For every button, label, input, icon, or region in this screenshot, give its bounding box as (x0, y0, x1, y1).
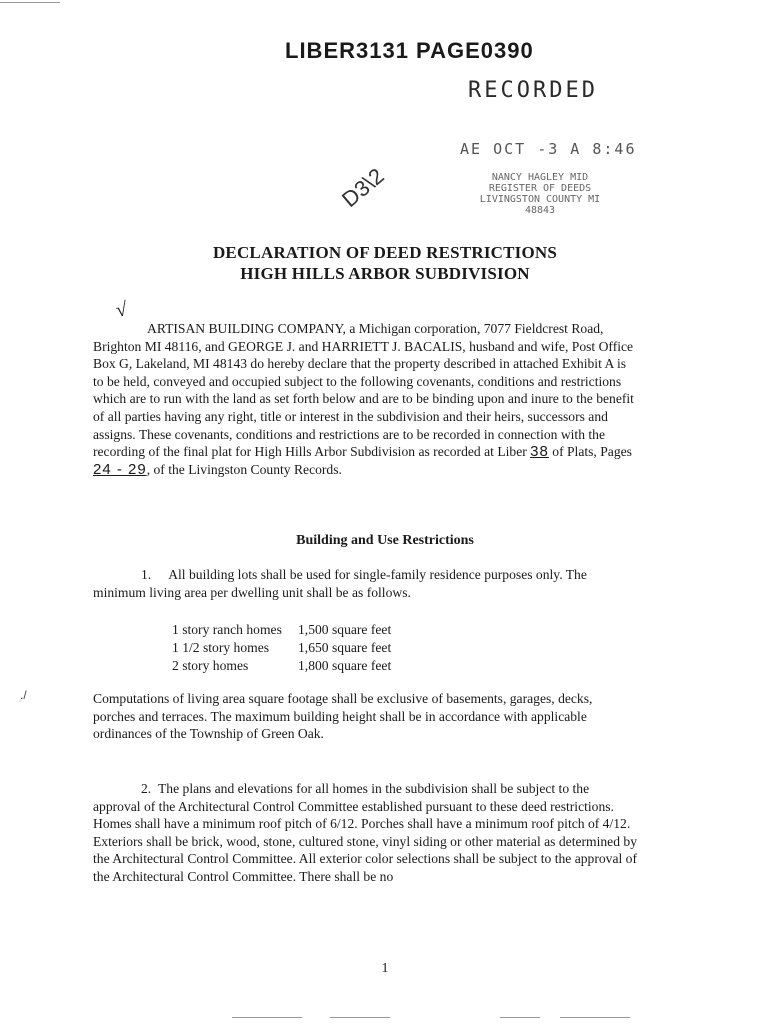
minimum-area: 1,500 square feet (298, 622, 392, 637)
home-type: 1 story ranch homes (172, 622, 282, 637)
handwritten-mark: D3\2 (337, 163, 389, 213)
scan-artifact-line (0, 2, 60, 3)
page-number: 1 (381, 961, 389, 976)
recorded-date-stamp: AE OCT -3 A 8:46 (460, 140, 637, 158)
section-heading: Building and Use Restrictions (296, 533, 474, 548)
living-area-table (172, 621, 391, 675)
item-text: The plans and elevations for all homes in the subdivision shall be subject to the approval of the Architectural Control Committee established pursuant to these deed restrictions. Homes shall have a minimum roof pitch of 6/12. Porches shall have a minimum roof pitch of 4/12. Exteriors shall be brick, wood, stone, cultured stone, vinyl siding or other material as determined by the Architectural Control Committee. All exterior color selections shall be subject to the approval of the Architectural Control Committee. There shall be no (93, 781, 637, 884)
scan-artifact-line (330, 1017, 390, 1018)
computation-paragraph: Computations of living area square footage shall be exclusive of basements, garages, decks, porches and terraces. The maximum building height shall be in accordance with applicable ordinances of the Township of Green Oak. (93, 691, 593, 742)
document-title: DECLARATION OF DEED RESTRICTIONS (212, 243, 558, 262)
item-number: 2. (141, 781, 152, 796)
table-row (172, 657, 391, 675)
table-row (172, 621, 391, 639)
restriction-item-1 (93, 566, 638, 601)
liber-number: 38 (530, 443, 549, 461)
intro-text-end: , of the Livingston County Records. (146, 461, 342, 477)
scan-artifact-line (560, 1017, 630, 1018)
intro-text-mid: of Plats, Pages (552, 444, 632, 460)
plat-pages: 24 - 29 (93, 460, 147, 478)
register-of-deeds-stamp: NANCY HAGLEY MID REGISTER OF DEEDS LIVINGSTON COUNTY MI 48843 (479, 172, 601, 216)
margin-mark: .ׅ/ (20, 688, 27, 702)
minimum-area: 1,800 square feet (298, 658, 392, 673)
home-type: 2 story homes (172, 658, 249, 673)
intro-text: ARTISAN BUILDING COMPANY, a Michigan corporation, 7077 Fieldcrest Road, Brighton MI 48116, and GEORGE J. and HARRIETT J. BACALIS, husband and wife, Post Office Box G, Lakeland, MI 48143 do hereby declare that the property described in attached Exhibit A is to be held, conveyed and occupied subject to the following covenants, conditions and restrictions which are to run with the land as set forth below and are to be binding upon and inure to the benefit of all parties having any right, title or interest in the subdivision and their heirs, successors and assigns. These covenants, conditions and restrictions are to be recorded in connection with the recording of the final plat for High Hills Arbor Subdivision as recorded at Liber (93, 321, 634, 460)
table-row (172, 639, 391, 657)
intro-paragraph (93, 320, 638, 478)
recorded-stamp: RECORDED (468, 78, 598, 103)
item-text: All building lots shall be used for single-family residence purposes only. The minimum living area per dwelling unit shall be as follows. (93, 567, 587, 600)
item-number: 1. (141, 567, 152, 582)
checkmark-icon: √ (114, 298, 129, 322)
home-type: 1 1/2 story homes (172, 640, 270, 655)
liber-page-stamp: LIBER3131 PAGE0390 (285, 38, 534, 63)
minimum-area: 1,650 square feet (298, 640, 392, 655)
scan-artifact-line (232, 1017, 302, 1018)
scan-artifact-line (500, 1017, 540, 1018)
document-subtitle: HIGH HILLS ARBOR SUBDIVISION (240, 264, 530, 283)
restriction-item-2 (93, 780, 638, 886)
